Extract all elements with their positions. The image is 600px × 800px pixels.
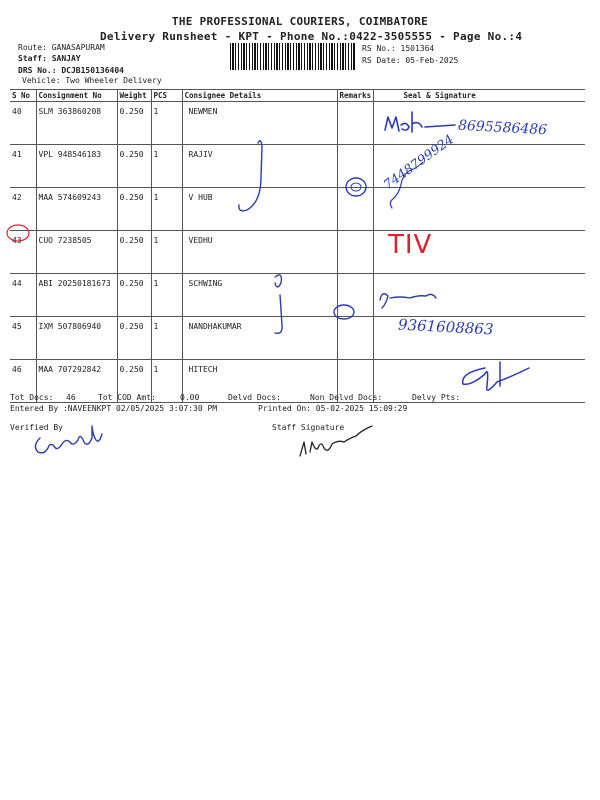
non-delvd-docs-label: Non Delvd Docs: [310, 393, 383, 402]
col-header-consignment: Consignment No [36, 90, 117, 102]
cell-sno: 41 [10, 145, 36, 188]
cell-sno: 45 [10, 317, 36, 360]
col-header-pcs: PCS [151, 90, 182, 102]
cell-pcs: 1 [151, 145, 182, 188]
cell-weight: 0.250 [117, 360, 151, 403]
stamp-circle [346, 178, 366, 196]
entered-by: Entered By :NAVEENKPT 02/05/2025 3:07:30 PM [10, 404, 218, 413]
cell-weight: 0.250 [117, 102, 151, 145]
cell-weight: 0.250 [117, 231, 151, 274]
signature-scribble [385, 112, 455, 132]
staff-label: Staff: SANJAY [18, 54, 81, 63]
cell-consignee: V HUB [182, 188, 337, 231]
cell-pcs: 1 [151, 188, 182, 231]
cell-pcs: 1 [151, 274, 182, 317]
cell-sno: 46 [10, 360, 36, 403]
cell-consignment: IXM 507806940 [36, 317, 117, 360]
cell-sno: 42 [10, 188, 36, 231]
handwritten-tv-mark: TIV [388, 230, 433, 260]
cell-consignee: RAJIV [182, 145, 337, 188]
company-title: THE PROFESSIONAL COURIERS, COIMBATORE [171, 15, 429, 28]
tot-docs-label: Tot Docs: [10, 393, 54, 402]
handwritten-phone: 9361608863 [397, 315, 494, 339]
cell-consignee: SCHWING [182, 274, 337, 317]
cell-consignee: VEDHU [182, 231, 337, 274]
vehicle-label: Vehicle: Two Wheeler Delivery [22, 76, 162, 85]
handwritten-phone: 7448799924 [381, 132, 457, 193]
col-header-sno: S No [10, 90, 36, 102]
cell-consignment: ABI 20250181673 [36, 274, 117, 317]
cell-sno: 43 [10, 231, 36, 274]
route-label: Route: GANASAPURAM [18, 43, 105, 52]
staff-signature-label: Staff Signature [272, 423, 345, 432]
delvy-pts-label: Delvy Pts: [412, 393, 461, 402]
signature-scribble [463, 362, 529, 390]
cell-consignee: NANDHAKUMAR [182, 317, 337, 360]
red-circle-mark [7, 225, 29, 241]
cell-weight: 0.250 [117, 317, 151, 360]
cell-consignment: MAA 574609243 [36, 188, 117, 231]
runsheet-title: Delivery Runsheet - KPT - Phone No.:0422-3505555 - Page No.:4 [100, 30, 523, 43]
stamp-circle [334, 305, 354, 319]
signature-scribble [275, 275, 282, 333]
col-header-weight: Weight [117, 90, 151, 102]
cell-pcs: 1 [151, 102, 182, 145]
rs-number: RS No.: 1501364 [362, 44, 435, 53]
handwritten-phone: 8695586486 [457, 117, 548, 139]
cell-consignee: HITECH [182, 360, 337, 403]
cell-consignment: SLM 363860208 [36, 102, 117, 145]
cell-weight: 0.250 [117, 188, 151, 231]
tot-cod-label: Tot COD Amt: [98, 393, 156, 402]
cell-weight: 0.250 [117, 274, 151, 317]
delvd-docs-label: Delvd Docs: [228, 393, 281, 402]
cell-weight: 0.250 [117, 145, 151, 188]
rs-date: RS Date: 05-Feb-2025 [362, 56, 459, 65]
signature-scribble [380, 294, 436, 308]
cell-consignment: VPL 948546183 [36, 145, 117, 188]
cell-pcs: 1 [151, 317, 182, 360]
cell-consignment: CUO 7238505 [36, 231, 117, 274]
drs-number: DRS No.: DCJB150136404 [18, 66, 124, 75]
printed-on: Printed On: 05-02-2025 15:09:29 [258, 404, 408, 413]
tot-docs-value: 46 [66, 393, 76, 402]
cell-sno: 40 [10, 102, 36, 145]
cell-consignee: NEWMEN [182, 102, 337, 145]
col-header-seal-signature: Seal & Signature [373, 90, 585, 102]
col-header-consignee: Consignee Details [182, 90, 337, 102]
cell-pcs: 1 [151, 231, 182, 274]
cell-sno: 44 [10, 274, 36, 317]
stamp-circle [351, 183, 361, 191]
cell-consignment: MAA 707292842 [36, 360, 117, 403]
col-header-remarks: Remarks [337, 90, 373, 102]
tot-cod-value: 0.00 [180, 393, 200, 402]
verified-by-label: Verified By [10, 423, 63, 432]
cell-pcs: 1 [151, 360, 182, 403]
signature-scribble [239, 141, 262, 211]
